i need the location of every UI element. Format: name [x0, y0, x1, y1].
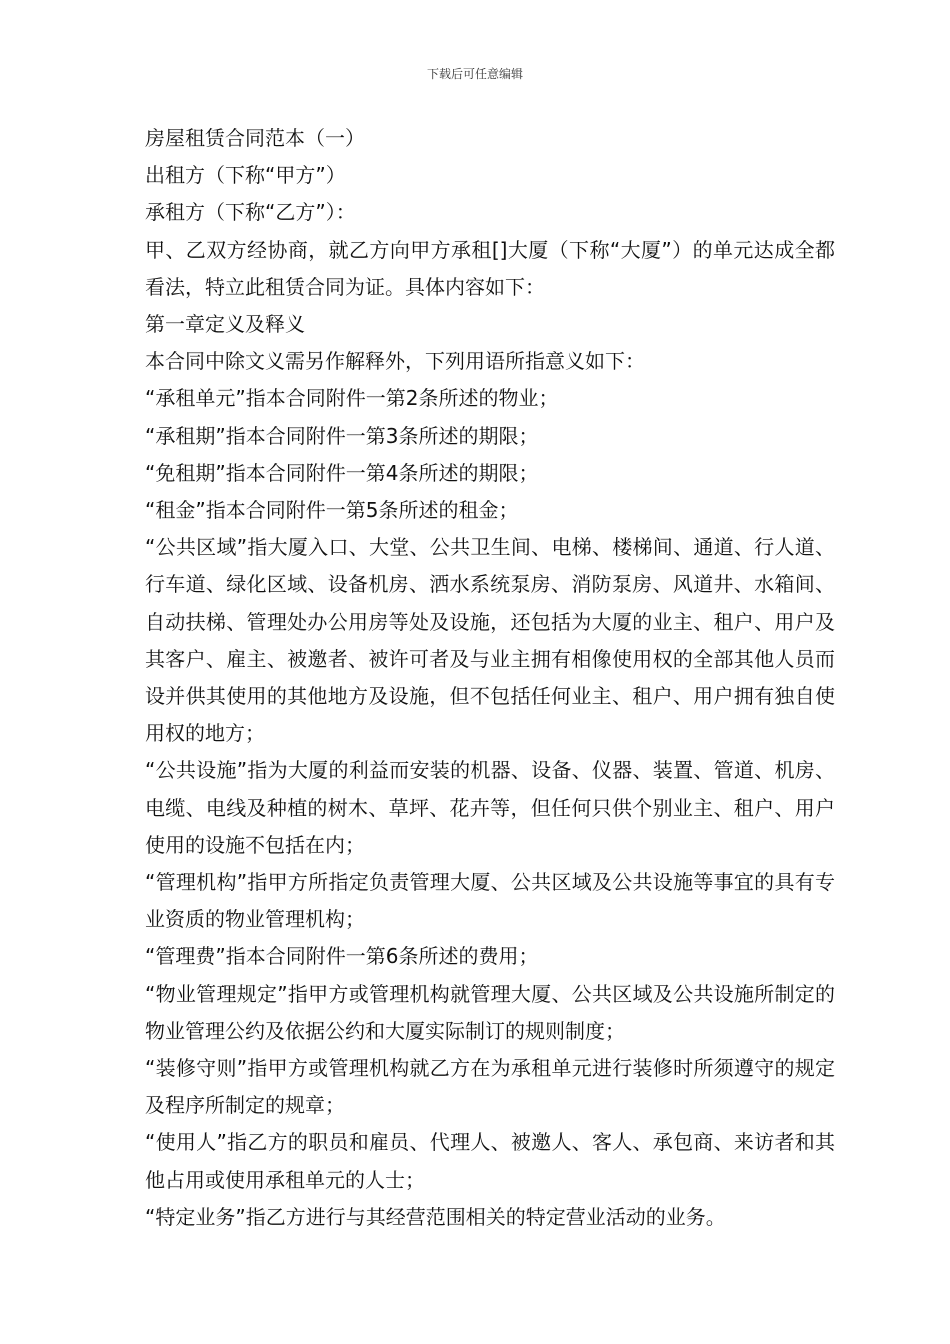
- definition-item: “公共设施”指为大厦的利益而安装的机器、设备、仪器、装置、管道、机房、电缆、电线及种植的树木、草坪、花卉等，但任何只供个别业主、租户、用户使用的设施不包括在内；: [145, 758, 835, 857]
- definitions-intro: 本合同中除文义需另作解释外，下列用语所指意义如下：: [145, 349, 645, 374]
- definition-item: “使用人”指乙方的职员和雇员、代理人、被邀人、客人、承包商、来访者和其他占用或使用承租单元的人士；: [145, 1130, 835, 1192]
- definition-item: “承租期”指本合同附件一第3条所述的期限；: [145, 423, 539, 448]
- page-header: 下载后可任意编辑: [426, 67, 523, 81]
- definition-item: “租金”指本合同附件一第5条所述的租金；: [145, 498, 519, 523]
- definition-item: “物业管理规定”指甲方或管理机构就管理大厦、公共区域及公共设施所制定的物业管理公约及依据公约和大厦实际制订的规则制度；: [145, 981, 835, 1043]
- definition-item: “特定业务”指乙方进行与其经营范围相关的特定营业活动的业务。: [145, 1204, 726, 1229]
- chapter-heading: 第一章定义及释义: [145, 312, 305, 337]
- document-body: [145, 120, 835, 1236]
- definition-item: “免租期”指本合同附件一第4条所述的期限；: [145, 460, 539, 485]
- intro-paragraph: 甲、乙双方经协商，就乙方向甲方承租[]大厦（下称“大厦”）的单元达成全都看法，特立此租赁合同为证。具体内容如下：: [145, 237, 835, 299]
- definition-item: “管理费”指本合同附件一第6条所述的费用；: [145, 944, 539, 969]
- definition-item: “承租单元”指本合同附件一第2条所述的物业；: [145, 386, 559, 411]
- lessee-line: 承租方（下称“乙方”）：: [145, 200, 356, 225]
- lessor-line: 出租方（下称“甲方”）: [145, 163, 346, 188]
- definition-item: “公共区域”指大厦入口、大堂、公共卫生间、电梯、楼梯间、通道、行人道、行车道、绿化区域、设备机房、洒水系统泵房、消防泵房、风道井、水箱间、自动扶梯、管理处办公用房等处及设施，还包括为大厦的业主、租户、用户及其客户、雇主、被邀者、被许可者及与业主拥有相像使用权的全部其他人员而设并供其使用的其他地方及设施，但不包括任何业主、租户、用户拥有独自使用权的地方；: [145, 535, 835, 746]
- definition-item: “装修守则”指甲方或管理机构就乙方在为承租单元进行装修时所须遵守的规定及程序所制定的规章；: [145, 1056, 835, 1118]
- definition-item: “管理机构”指甲方所指定负责管理大厦、公共区域及公共设施等事宜的具有专业资质的物业管理机构；: [145, 870, 835, 932]
- document-title: 房屋租赁合同范本（一）: [145, 126, 365, 150]
